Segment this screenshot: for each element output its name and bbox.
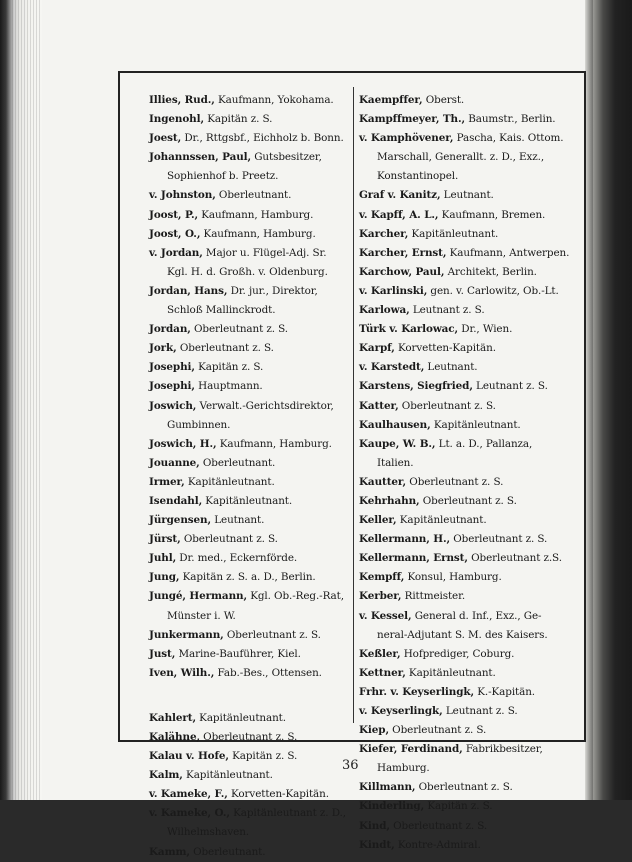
directory-entry [149, 747, 367, 766]
entry-name: Just, [149, 647, 176, 660]
directory-entry [359, 339, 581, 358]
entry-details: Oberleutnant z. S. [223, 628, 321, 641]
entry-details: Kaufmann, Antwerpen. [446, 246, 570, 259]
entry-name: Keßler, [359, 647, 401, 660]
directory-entry [359, 778, 581, 797]
directory-entry [149, 473, 367, 492]
entry-name: Juhl, [149, 552, 177, 565]
directory-entry [149, 377, 367, 396]
directory-entry [359, 645, 581, 664]
entry-details: Oberleutnant z. S. [199, 731, 298, 743]
entry-details: Kapitänleutnant. [405, 666, 496, 679]
entry-details: Leutnant. [440, 189, 494, 202]
entry-continuation: Gumbinnen. [167, 418, 231, 431]
entry-details: Kapitänleutnant. [430, 418, 521, 431]
entry-name: Joost, O., [149, 227, 201, 240]
entry-name: v. Keyserlingk, [359, 705, 443, 717]
directory-entry [359, 817, 581, 836]
directory-entry [149, 587, 367, 606]
entry-details: Leutnant. [424, 361, 478, 374]
directory-entry [149, 358, 367, 377]
entry-continuation: Kgl. H. d. Großh. v. Oldenburg. [167, 265, 328, 278]
entry-name: Jouanne, [149, 456, 200, 469]
entry-name: Junkermann, [149, 628, 224, 641]
directory-entry [149, 709, 367, 728]
entry-details: gen. v. Carlowitz, Ob.-Lt. [427, 284, 559, 297]
directory-entry [359, 568, 581, 587]
directory-entry [359, 206, 581, 225]
entry-name: Killmann, [359, 781, 416, 794]
entry-details: Oberleutnant z. S. [180, 533, 278, 546]
directory-entry [149, 282, 367, 301]
entry-details: Kapitän z. S. [228, 750, 298, 763]
entry-details: Dr., Wien. [458, 323, 513, 336]
directory-entry [149, 454, 367, 473]
entry-details: Leutnant. [211, 514, 265, 527]
entry-details: Kapitänleutnant. [202, 494, 293, 507]
entry-details: Marine-Bauführer, Kiel. [175, 647, 301, 660]
entry-continuation: Konstantinopel. [377, 170, 459, 183]
entry-name: Kaulhausen, [359, 418, 431, 431]
entry-name: Illies, Rud., [149, 94, 215, 106]
entry-name: Karstens, Siegfried, [359, 380, 473, 393]
directory-entry [359, 263, 581, 282]
entry-details: Oberleutnant z. S. [388, 724, 487, 737]
directory-entry [149, 549, 367, 568]
entry-details: Kapitän z. S. [204, 113, 273, 126]
entry-details: Leutnant z. S. [409, 304, 485, 317]
entry-details: Leutnant z. S. [442, 705, 518, 717]
right-column [359, 91, 581, 855]
entry-details: Oberleutnant. [215, 189, 292, 202]
directory-entry [149, 225, 367, 244]
entry-name: Kind, [359, 819, 390, 832]
entry-details: Oberleutnant z. S. [406, 475, 504, 488]
entry-name: Karcher, [359, 227, 409, 240]
entry-details: Dr., Rttgsbf., Eichholz b. Bonn. [181, 132, 344, 145]
entry-details: K.-Kapitän. [474, 685, 536, 698]
entry-details: Oberleutnant z. S. [419, 494, 517, 507]
entry-name: Karpf, [359, 342, 395, 355]
entry-details: Kapitän z. S. [194, 361, 264, 374]
directory-entry [359, 530, 581, 549]
entry-name: Josephi, [149, 361, 195, 374]
entry-details: Kaufmann, Yokohama. [214, 94, 334, 106]
directory-entry [149, 397, 367, 416]
entry-name: Kehrhahn, [359, 494, 420, 507]
entry-details: Pascha, Kais. Ottom. [453, 132, 564, 145]
directory-entry [359, 358, 581, 377]
directory-entry [149, 728, 367, 747]
page-number: 36 [342, 758, 359, 773]
directory-entry [359, 740, 581, 759]
entry-details: Oberleutnant z. S. [176, 342, 274, 355]
entry-name: Katter, [359, 399, 399, 412]
entry-details: Oberleutnant z.S. [467, 552, 562, 565]
directory-entry [359, 549, 581, 568]
directory-entry [149, 339, 367, 358]
directory-entry [359, 282, 581, 301]
entry-name: Kiep, [359, 724, 389, 737]
directory-entry [149, 511, 367, 530]
entry-details: Oberleutnant. [199, 456, 276, 469]
entry-name: Kamm, [149, 845, 190, 858]
entry-name: Keller, [359, 514, 397, 527]
entry-name: Kindt, [359, 838, 395, 851]
entry-name: Jung, [149, 571, 180, 584]
directory-entry [359, 186, 581, 205]
entry-name: Frhr. v. Keyserlingk, [359, 685, 475, 698]
entry-name: Kaupe, W. B., [359, 437, 436, 450]
directory-entry [359, 397, 581, 416]
directory-entry [359, 301, 581, 320]
entry-details: Oberleutnant. [189, 845, 266, 858]
directory-entry [359, 244, 581, 263]
entry-name: v. Kessel, [359, 609, 412, 622]
directory-entry [149, 804, 367, 823]
gutter-shade [585, 0, 593, 800]
entry-name: v. Johnston, [149, 189, 216, 202]
entry-details: Kapitänleutnant. [396, 514, 487, 527]
directory-entry [149, 492, 367, 511]
directory-entry [149, 626, 367, 645]
entry-details: Fab.-Bes., Ottensen. [214, 666, 322, 679]
entry-name: Joost, P., [149, 208, 198, 221]
entry-name: Jordan, [149, 323, 191, 336]
entry-details: Kapitänleutnant. [182, 769, 273, 782]
entry-details: Kapitänleutnant. [184, 475, 275, 488]
book-gutter [585, 0, 632, 800]
entry-name: Karlowa, [359, 304, 410, 317]
directory-entry [359, 129, 581, 148]
directory-entry [149, 568, 367, 587]
entry-details: Leutnant z. S. [472, 380, 548, 393]
entry-name: Iven, Wilh., [149, 666, 215, 679]
entry-details: Kapitän z. S. [424, 800, 493, 813]
entry-details: Konsul, Hamburg. [404, 571, 502, 584]
directory-entry [359, 320, 581, 339]
directory-entry [149, 530, 367, 549]
directory-entry [149, 129, 367, 148]
entry-details: Fabrikbesitzer, [462, 743, 543, 756]
entry-continuation: Wilhelmshaven. [167, 826, 249, 839]
directory-entry [149, 645, 367, 664]
directory-entry [359, 435, 581, 454]
entry-details: Hofprediger, Coburg. [400, 647, 515, 660]
entry-name: v. Kamphövener, [359, 132, 454, 145]
entry-name: v. Kapff, A. L., [359, 208, 439, 221]
entry-details: Korvetten-Kapitän. [227, 788, 329, 801]
directory-entry [359, 721, 581, 740]
entry-details: Verwalt.-Gerichtsdirektor, [196, 399, 334, 412]
directory-entry [149, 186, 367, 205]
entry-continuation: Marschall, Generallt. z. D., Exz., [377, 151, 545, 164]
entry-name: Türk v. Karlowac, [359, 323, 459, 336]
entry-details: Kapitän z. S. a. D., Berlin. [179, 571, 316, 584]
entry-details: Kapitänleutnant z. D., [229, 807, 346, 820]
entry-details: Oberst. [422, 94, 465, 106]
entry-name: Josephi, [149, 380, 195, 393]
entry-name: Joest, [149, 132, 182, 145]
entry-name: Karcher, Ernst, [359, 246, 447, 259]
column-divider [353, 87, 354, 723]
entry-details: Major u. Flügel-Adj. Sr. [202, 246, 327, 259]
entry-details: Oberleutnant z. S. [450, 533, 548, 546]
directory-entry [149, 435, 367, 454]
entry-name: Kellermann, Ernst, [359, 552, 468, 565]
entry-name: Kempff, [359, 571, 405, 584]
entry-name: Jungé, Hermann, [149, 590, 247, 603]
entry-continuation: Sophienhof b. Preetz. [167, 170, 279, 183]
entry-continuation: neral-Adjutant S. M. des Kaisers. [377, 628, 548, 641]
entry-name: Kaempffer, [359, 94, 423, 106]
entry-name: Kalau v. Hofe, [149, 750, 229, 763]
directory-entry [149, 320, 367, 339]
entry-name: Kiefer, Ferdinand, [359, 743, 463, 756]
entry-name: Kerber, [359, 590, 402, 603]
entry-details: Kaufmann, Hamburg. [198, 208, 314, 221]
directory-entry [359, 836, 581, 855]
entry-continuation: Münster i. W. [167, 609, 236, 622]
entry-details: Oberleutnant z. S. [389, 819, 488, 832]
entry-details: Kapitänleutnant. [195, 711, 286, 724]
entry-name: Jürst, [149, 533, 181, 546]
directory-entry [359, 607, 581, 626]
entry-name: Graf v. Kanitz, [359, 189, 441, 202]
entry-details: Kaufmann, Bremen. [438, 208, 546, 221]
entry-name: v. Karstedt, [359, 361, 425, 374]
entry-details: Kontre-Admiral. [394, 838, 481, 851]
entry-name: Irmer, [149, 475, 185, 488]
entry-name: Kampffmeyer, Th., [359, 113, 465, 126]
directory-entry [359, 225, 581, 244]
directory-entry [149, 664, 367, 683]
directory-entry [359, 91, 581, 110]
entry-details: Architekt, Berlin. [444, 265, 537, 278]
entry-details: General d. Inf., Exz., Ge- [411, 609, 542, 622]
entry-details: Oberleutnant z. S. [415, 781, 513, 794]
directory-entry [149, 91, 367, 110]
entry-name: Johannssen, Paul, [149, 151, 252, 164]
entry-details: Kgl. Ob.-Reg.-Rat, [247, 590, 344, 603]
entry-details: Gutsbesitzer, [251, 151, 322, 164]
entry-details: Lt. a. D., Pallanza, [435, 437, 533, 450]
entry-details: Dr. med., Eckernförde. [176, 552, 298, 565]
directory-entry [359, 377, 581, 396]
entry-details: Oberleutnant z. S. [398, 399, 496, 412]
entry-details: Baumstr., Berlin. [465, 113, 556, 126]
entry-name: Kahlert, [149, 711, 196, 724]
directory-entry [359, 702, 581, 721]
directory-entry [359, 511, 581, 530]
entry-name: Jürgensen, [149, 514, 212, 527]
directory-entry [359, 473, 581, 492]
entry-details: Oberleutnant z. S. [190, 323, 289, 336]
entry-name: v. Kameke, F., [149, 788, 228, 801]
entry-continuation: Schloß Mallinckrodt. [167, 304, 276, 317]
directory-entry [359, 683, 581, 702]
directory-entry [149, 843, 367, 862]
directory-entry [149, 206, 367, 225]
entry-name: Kinderling, [359, 800, 425, 813]
entry-name: Jordan, Hans, [149, 284, 228, 297]
entry-details: Hauptmann. [194, 380, 263, 393]
entry-name: Jork, [149, 342, 177, 355]
directory-entry [149, 110, 367, 129]
entry-continuation: Hamburg. [377, 762, 430, 775]
entry-name: v. Kameke, O., [149, 807, 230, 820]
entry-name: Karchow, Paul, [359, 265, 445, 278]
entry-name: Kalm, [149, 769, 183, 782]
entry-name: Ingenohl, [149, 113, 204, 126]
entry-name: Kettner, [359, 666, 406, 679]
page-edge-lines [12, 0, 40, 800]
directory-entry [359, 416, 581, 435]
directory-entry [359, 664, 581, 683]
entry-name: Joswich, H., [149, 437, 217, 450]
section-gap [149, 683, 367, 709]
directory-entry [359, 587, 581, 606]
entry-details: Kaufmann, Hamburg. [200, 227, 316, 240]
entry-name: v. Karlinski, [359, 284, 428, 297]
directory-entry [359, 110, 581, 129]
entry-name: Joswich, [149, 399, 197, 412]
entry-name: Kautter, [359, 475, 407, 488]
book-page-edges [0, 0, 42, 800]
directory-entry [149, 766, 367, 785]
entry-name: Isendahl, [149, 494, 203, 507]
directory-entry [149, 244, 367, 263]
entry-details: Rittmeister. [401, 590, 466, 603]
entry-continuation: Italien. [377, 456, 414, 469]
entry-details: Korvetten-Kapitän. [394, 342, 496, 355]
entry-details: Dr. jur., Direktor, [227, 284, 318, 297]
directory-entry [149, 148, 367, 167]
entry-details: Kaufmann, Hamburg. [216, 437, 332, 450]
entry-name: Kalähne, [149, 731, 200, 743]
directory-entry [359, 797, 581, 816]
entry-details: Kapitänleutnant. [408, 227, 499, 240]
entry-name: Kellermann, H., [359, 533, 451, 546]
directory-entry [359, 492, 581, 511]
directory-entry [149, 785, 367, 804]
left-column [149, 91, 367, 862]
entry-name: v. Jordan, [149, 246, 203, 259]
